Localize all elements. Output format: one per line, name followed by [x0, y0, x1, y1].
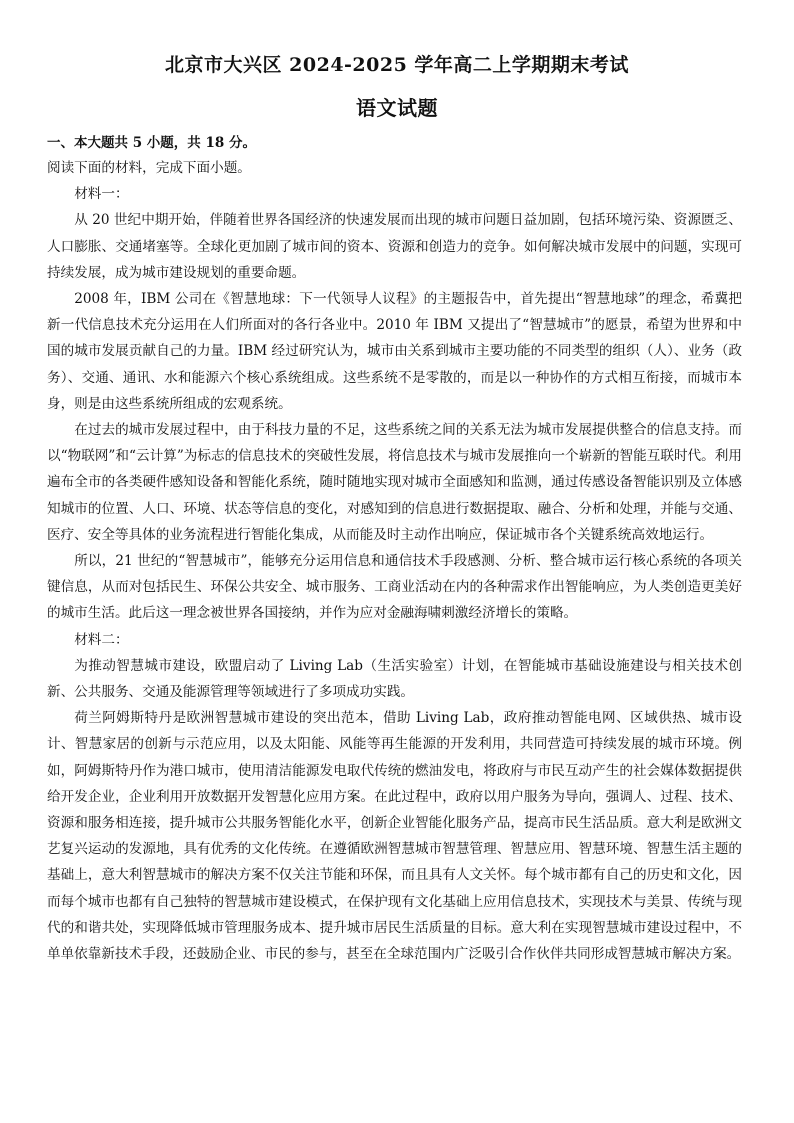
material1-paragraph: 从 20 世纪中期开始，伴随着世界各国经济的快速发展而出现的城市问题日益加剧，包括环境污染、资源匮乏、人口膨胀、交通堵塞等。全球化更加剧了城市间的资本、资源和创造力的竞争。如何解决城市发展中的问题，实现可持续发展，成为城市建设规划的重要命题。: [47, 212, 742, 281]
exam-title: 北京市大兴区 2024-2025 学年高二上学期期末考试: [165, 54, 629, 76]
material1-label: 材料一：: [74, 186, 129, 203]
material1-paragraph: 2008 年，IBM 公司在《智慧地球：下一代领导人议程》的主题报告中，首先提出“智慧地球”的理念，希冀把新一代信息技术充分运用在人们所面对的各行各业中。2010 年 IBM 又提出了“智慧城市”的愿景，希望为世界和中国的城市发展贡献自己的力量。IBM 经过研究认为，城市由关系到城市主要功能的不同类型的组织（人）、业务（政务）、交通、通讯、水和能源六个核心系统组成。这些系统不是零散的，而是以一种协作的方式相互衔接，而城市本身，则是由这些系统所组成的宏观系统。: [47, 291, 742, 412]
material2-label: 材料二：: [74, 631, 129, 648]
material2-paragraph: 荷兰阿姆斯特丹是欧洲智慧城市建设的突出范本，借助 Living Lab，政府推动智能电网、区域供热、城市设计、智慧家居的创新与示范应用，以及太阳能、风能等再生能源的开发利用，共同营造可持续发展的城市环境。例如，阿姆斯特丹作为港口城市，使用清洁能源发电取代传统的燃油发电，将政府与市民互动产生的社会媒体数据提供给开发企业，企业利用开放数据开发智慧化应用方案。在此过程中，政府以用户服务为导向，强调人、过程、技术、资源和服务相连接，提升城市公共服务智能化水平，创新企业智能化服务产品，提高市民生活品质。意大利是欧洲文艺复兴运动的发源地，具有优秀的文化传统。在遵循欧洲智慧城市智慧管理、智慧应用、智慧环境、智慧生活主题的基础上，意大利智慧城市的解决方案不仅关注节能和环保，而且具有人文关怀。每个城市都有自己的历史和文化，因而每个城市也都有自己独特的智慧城市建设模式，在保护现有文化基础上应用信息技术，实现技术与美景、传统与现代的和谐共处，实现降低城市管理服务成本、提升城市居民生活质量的目标。意大利在实现智慧城市建设过程中，不单单依靠新技术手段，还鼓励企业、市民的参与，甚至在全球范围内广泛吸引合作伙伴共同形成智慧城市解决方案。: [47, 710, 742, 963]
exam-subtitle: 语文试题: [356, 96, 438, 120]
section-heading: 一、本大题共 5 小题，共 18 分。: [47, 135, 256, 151]
reading-passage: [47, 155, 742, 967]
material2-paragraph: 为推动智慧城市建设，欧盟启动了 Living Lab（生活实验室）计划，在智能城市基础设施建设与相关技术创新、公共服务、交通及能源管理等领域进行了多项成功实践。: [47, 657, 742, 701]
instruction: 阅读下面的材料，完成下面小题。: [47, 160, 251, 176]
material1-paragraph: 在过去的城市发展过程中，由于科技力量的不足，这些系统之间的关系无法为城市发展提供整合的信息支持。而以“物联网”和“云计算”为标志的信息技术的突破性发展，将信息技术与城市发展推向一个崭新的智能互联时代。利用遍布全市的各类硬件感知设备和智能化系统，随时随地实现对城市全面感知和监测，通过传感设备智能识别及立体感知城市的位置、人口、环境、状态等信息的变化，对感知到的信息进行数据提取、融合、分析和处理，并能与交通、医疗、安全等具体的业务流程进行智能化集成，从而能及时主动作出响应，保证城市各个关键系统高效地运行。: [47, 422, 742, 543]
material1-paragraph: 所以，21 世纪的“智慧城市”，能够充分运用信息和通信技术手段感测、分析、整合城市运行核心系统的各项关键信息，从而对包括民生、环保公共安全、城市服务、工商业活动在内的各种需求作出智能响应，为人类创造更美好的城市生活。此后这一理念被世界各国接纳，并作为应对金融海啸刺激经济增长的策略。: [47, 553, 742, 622]
